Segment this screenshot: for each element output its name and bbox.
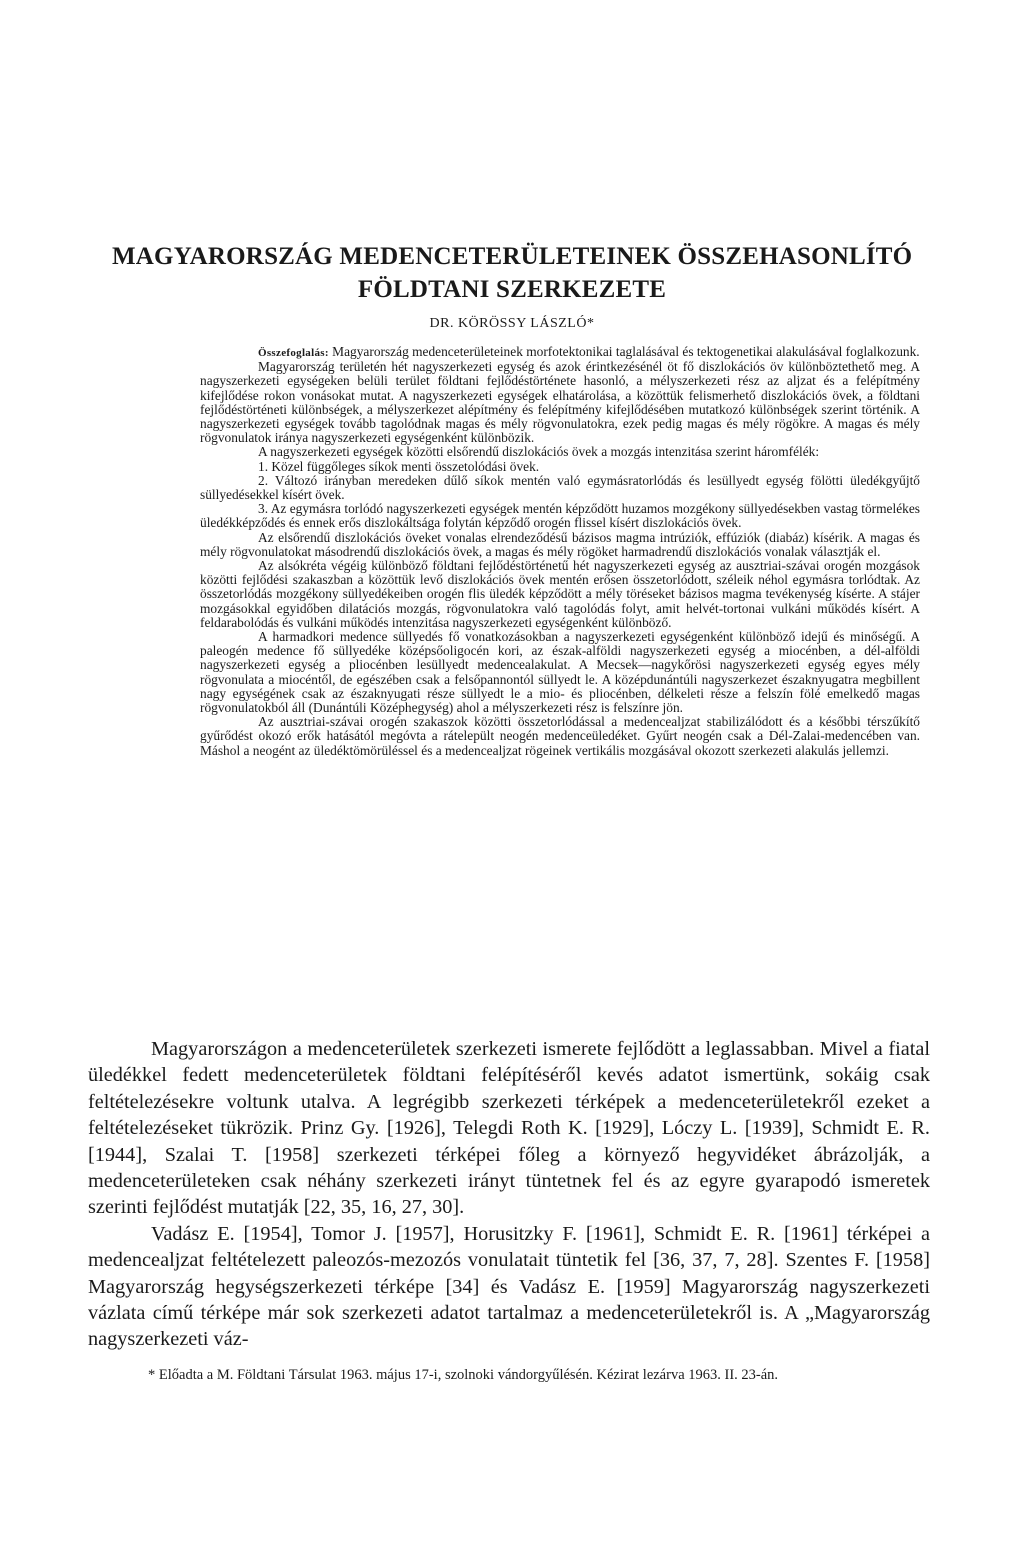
- title-line-1: MAGYARORSZÁG MEDENCETERÜLETEINEK ÖSSZEHASONLÍTÓ: [112, 243, 913, 270]
- abstract-list-item: 1. Közel függőleges síkok menti összetolódási övek.: [258, 458, 540, 474]
- abstract-paragraph: Az alsókréta végéig különböző földtani fejlődéstörténetű hét nagyszerkezeti egység az ausztriai-szávai orogén mozgások közötti fejlődési szakaszban a közöttük levő diszlokációs övek mentén erősen összetorlódott, széleik néhol egymásra torlódtak. Az összetorlódás mozgékony süllyedékeiben orogén flis üledék képződött a mély töréseket bázisos magma tevékenység kísérte. A stájer mozgásokkal egyidőben dilatációs mozgás, rögvonulatokra való tagolódás folyt, amit helvét-tortonai vulkáni működés kísért. A feldarabolódás és vulkáni működés intenzitása nagyszerkezeti egységenként különböző.: [200, 558, 920, 630]
- abstract-paragraph: A nagyszerkezeti egységek közötti elsőrendű diszlokációs övek a mozgás intenzitása szerint háromfélék:: [258, 444, 820, 460]
- abstract: [200, 345, 920, 758]
- abstract-paragraph: A harmadkori medence süllyedés fő vonatkozásokban a nagyszerkezeti egységenként különböző idejű és minőségű. A paleogén medence fő süllyedéke középsőoligocén kori, az észak-alföldi nagyszerkezeti egység a miocénben, a dél-alföldi nagyszerkezeti egység a pliocénben lesüllyedt medencealakulat. A Mecsek—nagykőrösi nagyszerkezeti egység egyes mély rögvonulata a miocéntől, de egészében csak a felsőpannontól süllyedt le. A középdunántúli nagyszerkezet északnyugatra megbillent nagy egységének csak az északnyugati része süllyedt le a mio- és pliocénben, délkeleti része a felszín fölé emelkedő magas rögvonulatokból áll (Dunántúli Középhegység) ahol a mélyszerkezeti rész is felszínre jön.: [200, 629, 920, 716]
- abstract-paragraph: Magyarország területén hét nagyszerkezeti egység és azok érintkezésénél öt fő diszlokációs öv különböztethető meg. A nagyszerkezeti egységeken belüli terület földtani fejlődéstörténete hasonló, a mélyszerkezeti rész az aljzat és a felépítmény kifejlődése rokon vonásokat mutat. A nagyszerkezeti egységek elhatárolása, a közöttük felismerhető diszlokációs övek, a földtani fejlődéstörténeti különbségek, a mélyszerkezet alépítmény és felépítmény kifejlődésében mutatkozó különbségek szerint történik. A nagyszerkezeti egységek tovább tagolódnak magas és mély rögvonulatokra, ezek pedig magas és mély rögökre. A magas és mély rögvonulatok iránya nagyszerkezeti egységenként különbözik.: [200, 359, 920, 446]
- abstract-paragraph: [200, 345, 920, 360]
- abstract-paragraph: Az ausztriai-szávai orogén szakaszok közötti összetorlódással a medencealjzat stabilizálódott és a későbbi térszűkítő gyűrődést okozó erők hatásától megóvta a rátelepült neogén medenceüledéket. Gyűrt neogén csak a Dél-Zalai-medencében van. Máshol a neogént az üledéktömörüléssel és a medencealjzat rögeinek vertikális mozgásával okozott szerkezeti alakulás jellemzi.: [200, 714, 920, 758]
- footnote-text: * Előadta a M. Földtani Társulat 1963. május 17-i, szolnoki vándorgyűlésén. Kézirat lezárva 1963. II. 23-án.: [148, 1367, 779, 1383]
- abstract-label: Összefoglalás:: [258, 347, 329, 359]
- abstract-paragraph: Az elsőrendű diszlokációs öveket vonalas elrendeződésű bázisos magma intrúziók, effúziók (diabáz) kísérik. A magas és mély rögvonulatokat másodrendű diszlokációs övek, a magas és mély rögöket harmadrendű diszlokációs vonalak választják el.: [200, 529, 920, 559]
- abstract-list-item: 2. Változó irányban meredeken dűlő síkok mentén való egymásratorlódás és lesüllyedt egység fölötti üledékgyűjtő süllyedésekkel kísért övek.: [200, 472, 920, 503]
- author-name: DR. KÖRÖSSY LÁSZLÓ*: [429, 316, 595, 331]
- abstract-text: Magyarország medenceterületeinek morfotektonikai taglalásával és tektogenetikai alakulásával foglalkozunk.: [332, 344, 920, 359]
- body-paragraph: Vadász E. [1954], Tomor J. [1957], Horusitzky F. [1961], Schmidt E. R. [1961] térképei a medencealjzat feltételezett paleozós-mezozós vonulatait tüntetik fel [36, 37, 7, 28]. Szentes F. [1958] Magyarország hegységszerkezeti térképe [34] és Vadász E. [1959] Magyarország nagyszerkezeti vázlata című térképe már sok szerkezeti adatot tartalmaz a medenceterületekről is. A „Magyarország nagyszerkezeti váz-: [88, 1222, 930, 1351]
- footnote: [88, 1366, 930, 1385]
- title-line-2: FÖLDTANI SZERKEZETE: [357, 276, 667, 303]
- abstract-list-item: 3. Az egymásra torlódó nagyszerkezeti egységek mentén képződött huzamos mozgékony süllyedésekben vastag törmelékes üledékképződés és ennek erős diszlokáltsága folytán képződő orogén flissel kísért diszlokációs övek.: [200, 501, 920, 531]
- body-paragraph: Magyarországon a medenceterületek szerkezeti ismerete fejlődött a leglassabban. Mivel a fiatal üledékkel fedett medenceterületek földtani felépítéséről kevés adatot ismertünk, sokáig csak feltételezésekre voltunk utalva. A legrégibb szerkezeti térképek a medenceterületekről ezeket a feltételezéseket tükrözik. Prinz Gy. [1926], Telegdi Roth K. [1929], Lóczy L. [1939], Schmidt E. R. [1944], Szalai T. [1958] szerkezeti térképei főleg a környező hegyvidéket ábrázolják, a medenceterületeken csak néhány szerkezeti irányt tüntetnek fel és az egyre gyarapodó ismeretek szerinti fejlődést mutatják [22, 35, 16, 27, 30].: [88, 1038, 930, 1219]
- page-title: [112, 240, 912, 306]
- body-text: [88, 1036, 930, 1353]
